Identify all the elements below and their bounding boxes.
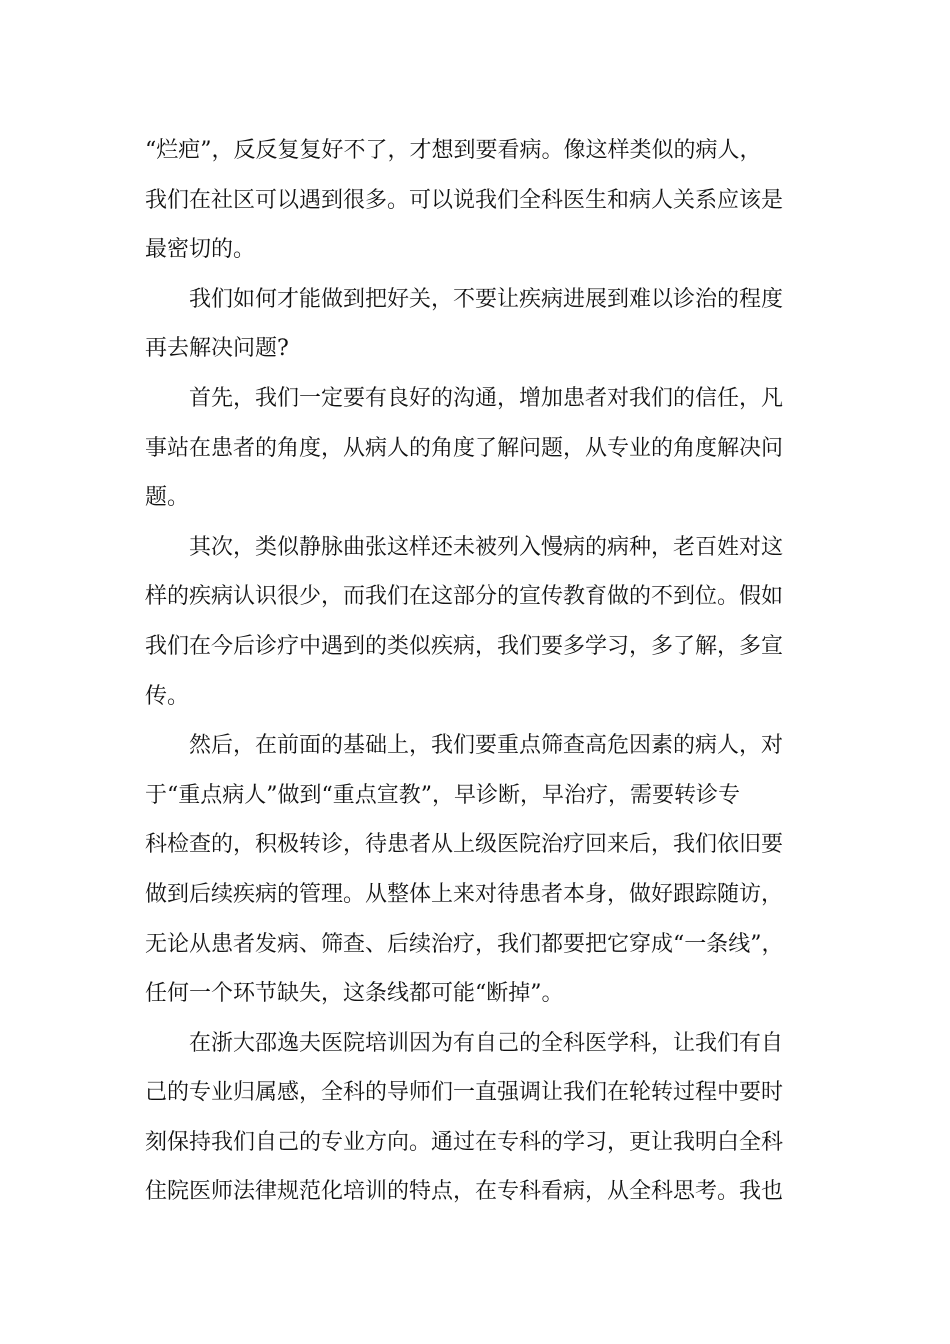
text-line: 于“重点病人”做到“重点宣教”，早诊断，早治疗，需要转诊专 (145, 782, 740, 808)
text-line: 己的专业归属感，全科的导师们一直强调让我们在轮转过程中要时 (145, 1080, 784, 1106)
text-line: 做到后续疾病的管理。从整体上来对待患者本身，做好跟踪随访， (145, 881, 784, 907)
text-line: 科检查的，积极转诊，待患者从上级医院治疗回来后，我们依旧要 (145, 832, 784, 858)
text-line: “烂疤”，反反复复好不了，才想到要看病。像这样类似的病人， (145, 138, 762, 163)
text-line: 无论从患者发病、筛查、后续治疗，我们都要把它穿成“一条线”， (145, 931, 784, 957)
paragraph (145, 374, 825, 523)
text-line: 首先，我们一定要有良好的沟通，增加患者对我们的信任，凡 (189, 385, 784, 411)
text-line: 最密切的。 (145, 237, 256, 263)
text-line: 任何一个环节缺失，这条线都可能“断掉”。 (145, 981, 564, 1007)
text-line: 传。 (145, 683, 190, 709)
text-line: 事站在患者的角度，从病人的角度了解问题，从专业的角度解决问 (145, 435, 784, 461)
text-line: 我们在今后诊疗中遇到的类似疾病，我们要多学习，多了解，多宣 (145, 633, 784, 659)
text-line: 刻保持我们自己的专业方向。通过在专科的学习，更让我明白全科 (145, 1129, 784, 1155)
text-line: 我们如何才能做到把好关，不要让疾病进展到难以诊治的程度 (189, 286, 784, 312)
paragraph (145, 1019, 825, 1217)
text-line: 我们在社区可以遇到很多。可以说我们全科医生和病人关系应该是 (145, 187, 784, 213)
document-page (145, 126, 825, 1217)
paragraph (145, 275, 825, 374)
text-line: 然后，在前面的基础上，我们要重点筛查高危因素的病人，对 (189, 733, 784, 759)
paragraph (145, 721, 825, 1019)
text-line: 其次，类似静脉曲张这样还未被列入慢病的病种，老百姓对这 (189, 534, 784, 560)
paragraph (145, 126, 825, 275)
text-line: 题。 (145, 485, 190, 511)
text-line: 样的疾病认识很少，而我们在这部分的宣传教育做的不到位。假如 (145, 584, 784, 610)
paragraph (145, 523, 825, 721)
text-line: 在浙大邵逸夫医院培训因为有自己的全科医学科，让我们有自 (189, 1030, 784, 1056)
text-line: 再去解决问题? (145, 336, 289, 362)
text-line: 住院医师法律规范化培训的特点，在专科看病，从全科思考。我也 (145, 1179, 784, 1205)
